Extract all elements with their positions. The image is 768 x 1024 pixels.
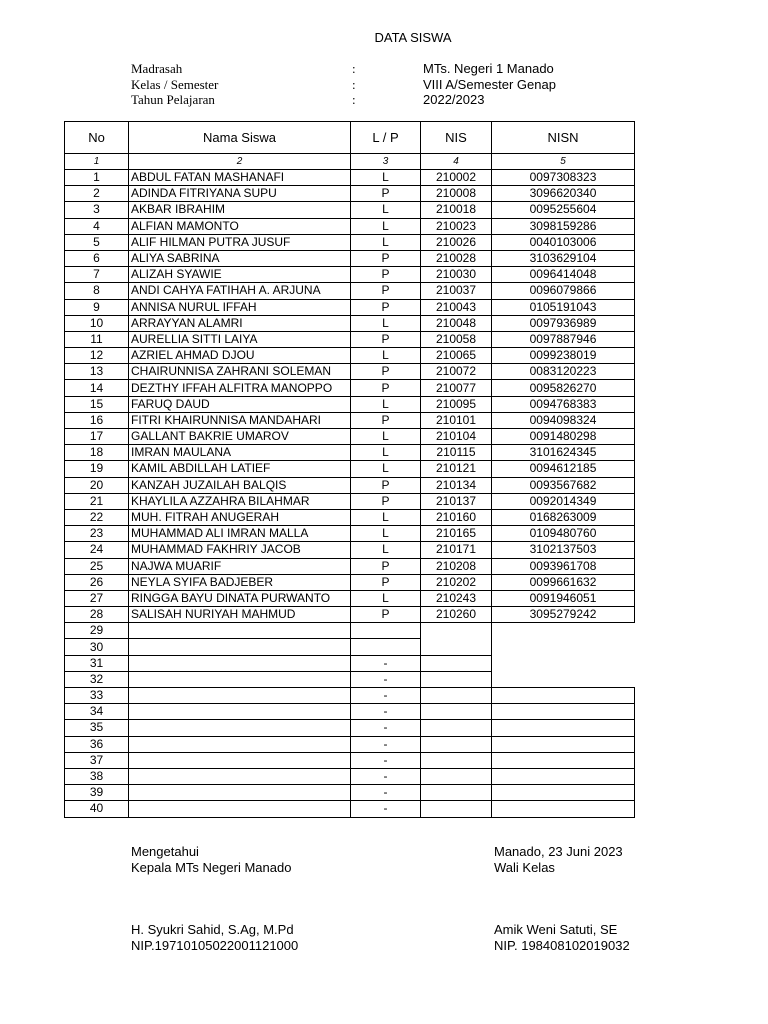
cell-nama [129, 785, 351, 801]
cell-no: 26 [65, 574, 129, 590]
sig-left-nip: NIP.19710105022001121000 [131, 937, 299, 953]
cell-lp: P [351, 558, 421, 574]
cell-lp: L [351, 461, 421, 477]
cell-nis: 210002 [421, 170, 492, 186]
cell-lp: L [351, 396, 421, 412]
cell-nisn: 3098159286 [492, 218, 635, 234]
table-row-empty [65, 704, 635, 720]
cell-lp: L [351, 509, 421, 525]
cell-lp: - [351, 736, 421, 752]
table-row-empty [65, 736, 635, 752]
info-value-kelas: VIII A/Semester Genap [423, 76, 556, 92]
table-row-empty [65, 785, 635, 801]
cell-nama [129, 801, 351, 817]
cell-nis: 210028 [421, 250, 492, 266]
cell-nisn [492, 720, 635, 736]
cell-nis: 210095 [421, 396, 492, 412]
cell-nis: 210160 [421, 509, 492, 525]
cell-nis [421, 623, 492, 639]
column-number: 2 [129, 154, 351, 170]
cell-nama: MUHAMMAD FAKHRIY JACOB [129, 542, 351, 558]
cell-no: 2 [65, 186, 129, 202]
cell-nisn: 0097887946 [492, 331, 635, 347]
cell-lp: P [351, 283, 421, 299]
cell-nisn: 0105191043 [492, 299, 635, 315]
cell-nis: 210208 [421, 558, 492, 574]
cell-nisn: 3101624345 [492, 445, 635, 461]
info-values [423, 61, 556, 108]
cell-no: 38 [65, 768, 129, 784]
cell-nis: 210137 [421, 493, 492, 509]
cell-nama: AZRIEL AHMAD DJOU [129, 348, 351, 364]
cell-no: 21 [65, 493, 129, 509]
cell-nama: DEZTHY IFFAH ALFITRA MANOPPO [129, 380, 351, 396]
cell-nisn: 3095279242 [492, 607, 635, 623]
table-row [65, 380, 635, 396]
cell-no: 11 [65, 331, 129, 347]
cell-nisn [492, 785, 635, 801]
cell-nis: 210037 [421, 283, 492, 299]
cell-nis: 210030 [421, 267, 492, 283]
cell-nisn: 0094768383 [492, 396, 635, 412]
cell-nama [129, 768, 351, 784]
document-title: DATA SISWA [374, 30, 452, 45]
table-row [65, 590, 635, 606]
table-row-empty [65, 688, 635, 704]
cell-nama [129, 639, 351, 655]
column-number: 4 [421, 154, 492, 170]
cell-nisn: 0093567682 [492, 477, 635, 493]
cell-nisn: 3103629104 [492, 250, 635, 266]
cell-lp: - [351, 785, 421, 801]
cell-no: 31 [65, 655, 129, 671]
info-value-madrasah: MTs. Negeri 1 Manado [423, 61, 554, 76]
cell-nisn: 0091946051 [492, 590, 635, 606]
cell-nisn: 0096414048 [492, 267, 635, 283]
cell-nisn: 0109480760 [492, 526, 635, 542]
cell-nama [129, 704, 351, 720]
table-row [65, 558, 635, 574]
cell-nama: ANDI CAHYA FATIHAH A. ARJUNA [129, 283, 351, 299]
table-row-empty [65, 720, 635, 736]
cell-nis: 210202 [421, 574, 492, 590]
cell-lp: - [351, 655, 421, 671]
cell-no: 27 [65, 590, 129, 606]
table-row [65, 445, 635, 461]
cell-no: 3 [65, 202, 129, 218]
table-header-row [65, 122, 635, 154]
cell-lp: L [351, 429, 421, 445]
cell-lp: P [351, 250, 421, 266]
cell-lp: P [351, 331, 421, 347]
cell-lp: P [351, 267, 421, 283]
cell-no: 28 [65, 607, 129, 623]
signature-left [131, 844, 298, 953]
cell-nisn: 0097936989 [492, 315, 635, 331]
cell-nisn [492, 688, 635, 704]
cell-nisn [492, 736, 635, 752]
table-row [65, 283, 635, 299]
header-lp: L / P [351, 122, 421, 154]
info-label-kelas: Kelas / Semester [131, 76, 219, 92]
table-row-empty [65, 623, 635, 639]
cell-no: 37 [65, 752, 129, 768]
cell-nis: 210243 [421, 590, 492, 606]
cell-nis [421, 801, 492, 817]
table-row [65, 218, 635, 234]
table-row [65, 250, 635, 266]
cell-nama: KHAYLILA AZZAHRA BILAHMAR [129, 493, 351, 509]
table-row [65, 202, 635, 218]
cell-lp: L [351, 348, 421, 364]
cell-nis [421, 688, 492, 704]
cell-nisn: 0099661632 [492, 574, 635, 590]
table-row [65, 267, 635, 283]
cell-nis: 210121 [421, 461, 492, 477]
cell-nama: FITRI KHAIRUNNISA MANDAHARI [129, 412, 351, 428]
table-row [65, 170, 635, 186]
cell-nis: 210048 [421, 315, 492, 331]
cell-nis [421, 671, 492, 687]
cell-no: 22 [65, 509, 129, 525]
cell-nisn: 0094612185 [492, 461, 635, 477]
cell-nis [421, 639, 492, 655]
table-row [65, 396, 635, 412]
cell-nama: ABDUL FATAN MASHANAFI [129, 170, 351, 186]
cell-lp: L [351, 445, 421, 461]
cell-nisn: 0099238019 [492, 348, 635, 364]
cell-nisn: 0093961708 [492, 558, 635, 574]
cell-nis: 210165 [421, 526, 492, 542]
cell-nis: 210065 [421, 348, 492, 364]
column-number: 1 [65, 154, 129, 170]
cell-nisn [492, 752, 635, 768]
table-row-empty [65, 655, 635, 671]
cell-lp: L [351, 202, 421, 218]
cell-nisn: 0095255604 [492, 202, 635, 218]
cell-nis [421, 655, 492, 671]
cell-nama [129, 623, 351, 639]
cell-nama: NEYLA SYIFA BADJEBER [129, 574, 351, 590]
cell-nama: SALISAH NURIYAH MAHMUD [129, 607, 351, 623]
table-row [65, 574, 635, 590]
cell-nama: GALLANT BAKRIE UMAROV [129, 429, 351, 445]
cell-lp: L [351, 542, 421, 558]
info-label-madrasah: Madrasah [131, 61, 183, 76]
cell-no: 32 [65, 671, 129, 687]
table-row [65, 186, 635, 202]
cell-nis [421, 720, 492, 736]
cell-lp: L [351, 315, 421, 331]
cell-nama: IMRAN MAULANA [129, 445, 351, 461]
info-colon: : [352, 61, 356, 76]
cell-no: 24 [65, 542, 129, 558]
cell-nis [421, 704, 492, 720]
table-row [65, 364, 635, 380]
cell-no: 30 [65, 639, 129, 655]
table-row-empty [65, 801, 635, 817]
cell-nis: 210115 [421, 445, 492, 461]
cell-lp: P [351, 364, 421, 380]
table-row-empty [65, 671, 635, 687]
info-value-tahun: 2022/2023 [423, 92, 485, 107]
signature-right [494, 844, 638, 953]
table-row-empty [65, 752, 635, 768]
cell-lp: - [351, 688, 421, 704]
table-row [65, 461, 635, 477]
cell-no: 9 [65, 299, 129, 315]
cell-nis: 210260 [421, 607, 492, 623]
cell-nisn [492, 801, 635, 817]
cell-nama: AKBAR IBRAHIM [129, 202, 351, 218]
cell-nama [129, 720, 351, 736]
header-nisn: NISN [492, 122, 635, 154]
cell-nama [129, 688, 351, 704]
cell-nisn: 0092014349 [492, 493, 635, 509]
cell-nama: CHAIRUNNISA ZAHRANI SOLEMAN [129, 364, 351, 380]
cell-nis: 210018 [421, 202, 492, 218]
cell-lp: L [351, 590, 421, 606]
cell-lp: L [351, 526, 421, 542]
cell-no: 35 [65, 720, 129, 736]
column-number: 3 [351, 154, 421, 170]
cell-nama: ANNISA NURUL IFFAH [129, 299, 351, 315]
cell-nama: AURELLIA SITTI LAIYA [129, 331, 351, 347]
cell-nis [421, 736, 492, 752]
sig-left-line1: Mengetahui [131, 844, 199, 859]
cell-no: 34 [65, 704, 129, 720]
column-number: 5 [492, 154, 635, 170]
cell-lp: - [351, 768, 421, 784]
info-label-tahun: Tahun Pelajaran [131, 92, 215, 107]
cell-lp: - [351, 671, 421, 687]
cell-lp: L [351, 218, 421, 234]
cell-lp: P [351, 477, 421, 493]
cell-no: 40 [65, 801, 129, 817]
cell-no: 25 [65, 558, 129, 574]
cell-nisn [492, 704, 635, 720]
table-row [65, 429, 635, 445]
cell-no: 5 [65, 234, 129, 250]
table-row [65, 542, 635, 558]
table-row [65, 299, 635, 315]
cell-nama: ALIYA SABRINA [129, 250, 351, 266]
table-row [65, 526, 635, 542]
cell-nama: NAJWA MUARIF [129, 558, 351, 574]
cell-no: 23 [65, 526, 129, 542]
cell-nis [421, 785, 492, 801]
cell-nisn [492, 655, 635, 671]
sig-right-nip: NIP. 198408102019032 [494, 937, 630, 953]
cell-lp [351, 623, 421, 639]
cell-nama [129, 655, 351, 671]
cell-no: 15 [65, 396, 129, 412]
info-colon: : [352, 76, 356, 92]
cell-nis: 210171 [421, 542, 492, 558]
table-row [65, 509, 635, 525]
cell-nisn: 0096079866 [492, 283, 635, 299]
cell-no: 36 [65, 736, 129, 752]
cell-nama: ALIF HILMAN PUTRA JUSUF [129, 234, 351, 250]
info-labels [131, 61, 218, 108]
cell-no: 29 [65, 623, 129, 639]
sig-right-name: Amik Weni Satuti, SE [494, 922, 618, 937]
cell-lp [351, 639, 421, 655]
table-row-empty [65, 768, 635, 784]
cell-nama: KAMIL ABDILLAH LATIEF [129, 461, 351, 477]
cell-nisn [492, 639, 635, 655]
cell-nisn [492, 671, 635, 687]
cell-nis: 210043 [421, 299, 492, 315]
cell-no: 8 [65, 283, 129, 299]
cell-no: 1 [65, 170, 129, 186]
header-no: No [65, 122, 129, 154]
cell-no: 19 [65, 461, 129, 477]
header-nama: Nama Siswa [129, 122, 351, 154]
cell-nisn: 0168263009 [492, 509, 635, 525]
sig-left-name: H. Syukri Sahid, S.Ag, M.Pd [131, 922, 294, 937]
header-nis: NIS [421, 122, 492, 154]
cell-nama: MUHAMMAD ALI IMRAN MALLA [129, 526, 351, 542]
cell-nisn: 0040103006 [492, 234, 635, 250]
cell-no: 4 [65, 218, 129, 234]
cell-lp: P [351, 299, 421, 315]
cell-nis: 210101 [421, 412, 492, 428]
student-table [64, 121, 635, 818]
table-row [65, 234, 635, 250]
cell-lp: P [351, 574, 421, 590]
cell-nis: 210072 [421, 364, 492, 380]
cell-no: 17 [65, 429, 129, 445]
cell-nis: 210026 [421, 234, 492, 250]
cell-nama: ARRAYYAN ALAMRI [129, 315, 351, 331]
cell-nisn: 0091480298 [492, 429, 635, 445]
cell-nisn: 0083120223 [492, 364, 635, 380]
cell-nama: FARUQ DAUD [129, 396, 351, 412]
table-row [65, 493, 635, 509]
cell-nama: ALFIAN MAMONTO [129, 218, 351, 234]
cell-nis [421, 752, 492, 768]
cell-nama: RINGGA BAYU DINATA PURWANTO [129, 590, 351, 606]
cell-nis [421, 768, 492, 784]
cell-nisn: 0097308323 [492, 170, 635, 186]
cell-lp: L [351, 234, 421, 250]
cell-nis: 210104 [421, 429, 492, 445]
cell-nama: KANZAH JUZAILAH BALQIS [129, 477, 351, 493]
sig-right-line1: Manado, 23 Juni 2023 [494, 844, 623, 859]
cell-no: 16 [65, 412, 129, 428]
cell-lp: - [351, 801, 421, 817]
column-number-row [65, 154, 635, 170]
cell-nis: 210008 [421, 186, 492, 202]
cell-nisn [492, 768, 635, 784]
table-row [65, 607, 635, 623]
table-row [65, 315, 635, 331]
table-row [65, 477, 635, 493]
cell-no: 39 [65, 785, 129, 801]
cell-nama: ADINDA FITRIYANA SUPU [129, 186, 351, 202]
table-row-empty [65, 639, 635, 655]
cell-nama: MUH. FITRAH ANUGERAH [129, 509, 351, 525]
cell-lp: L [351, 170, 421, 186]
table-row [65, 412, 635, 428]
info-colons [352, 61, 356, 108]
cell-no: 20 [65, 477, 129, 493]
cell-nis: 210134 [421, 477, 492, 493]
cell-no: 7 [65, 267, 129, 283]
cell-nis: 210077 [421, 380, 492, 396]
info-colon: : [352, 92, 356, 107]
cell-lp: - [351, 720, 421, 736]
cell-nisn: 3102137503 [492, 542, 635, 558]
cell-nis: 210023 [421, 218, 492, 234]
sig-right-line2: Wali Kelas [494, 859, 555, 875]
cell-nisn: 0095826270 [492, 380, 635, 396]
cell-nis: 210058 [421, 331, 492, 347]
cell-lp: - [351, 704, 421, 720]
cell-nama: ALIZAH SYAWIE [129, 267, 351, 283]
table-row [65, 331, 635, 347]
cell-nisn: 0094098324 [492, 412, 635, 428]
cell-lp: - [351, 752, 421, 768]
cell-no: 14 [65, 380, 129, 396]
sig-left-line2: Kepala MTs Negeri Manado [131, 859, 292, 875]
cell-nama [129, 671, 351, 687]
table-row [65, 348, 635, 364]
cell-lp: P [351, 380, 421, 396]
cell-lp: P [351, 186, 421, 202]
cell-no: 13 [65, 364, 129, 380]
cell-no: 33 [65, 688, 129, 704]
cell-nisn [492, 623, 635, 639]
cell-no: 6 [65, 250, 129, 266]
cell-no: 12 [65, 348, 129, 364]
cell-lp: P [351, 412, 421, 428]
cell-lp: P [351, 607, 421, 623]
cell-lp: P [351, 493, 421, 509]
cell-nama [129, 752, 351, 768]
cell-no: 18 [65, 445, 129, 461]
cell-no: 10 [65, 315, 129, 331]
cell-nisn: 3096620340 [492, 186, 635, 202]
cell-nama [129, 736, 351, 752]
